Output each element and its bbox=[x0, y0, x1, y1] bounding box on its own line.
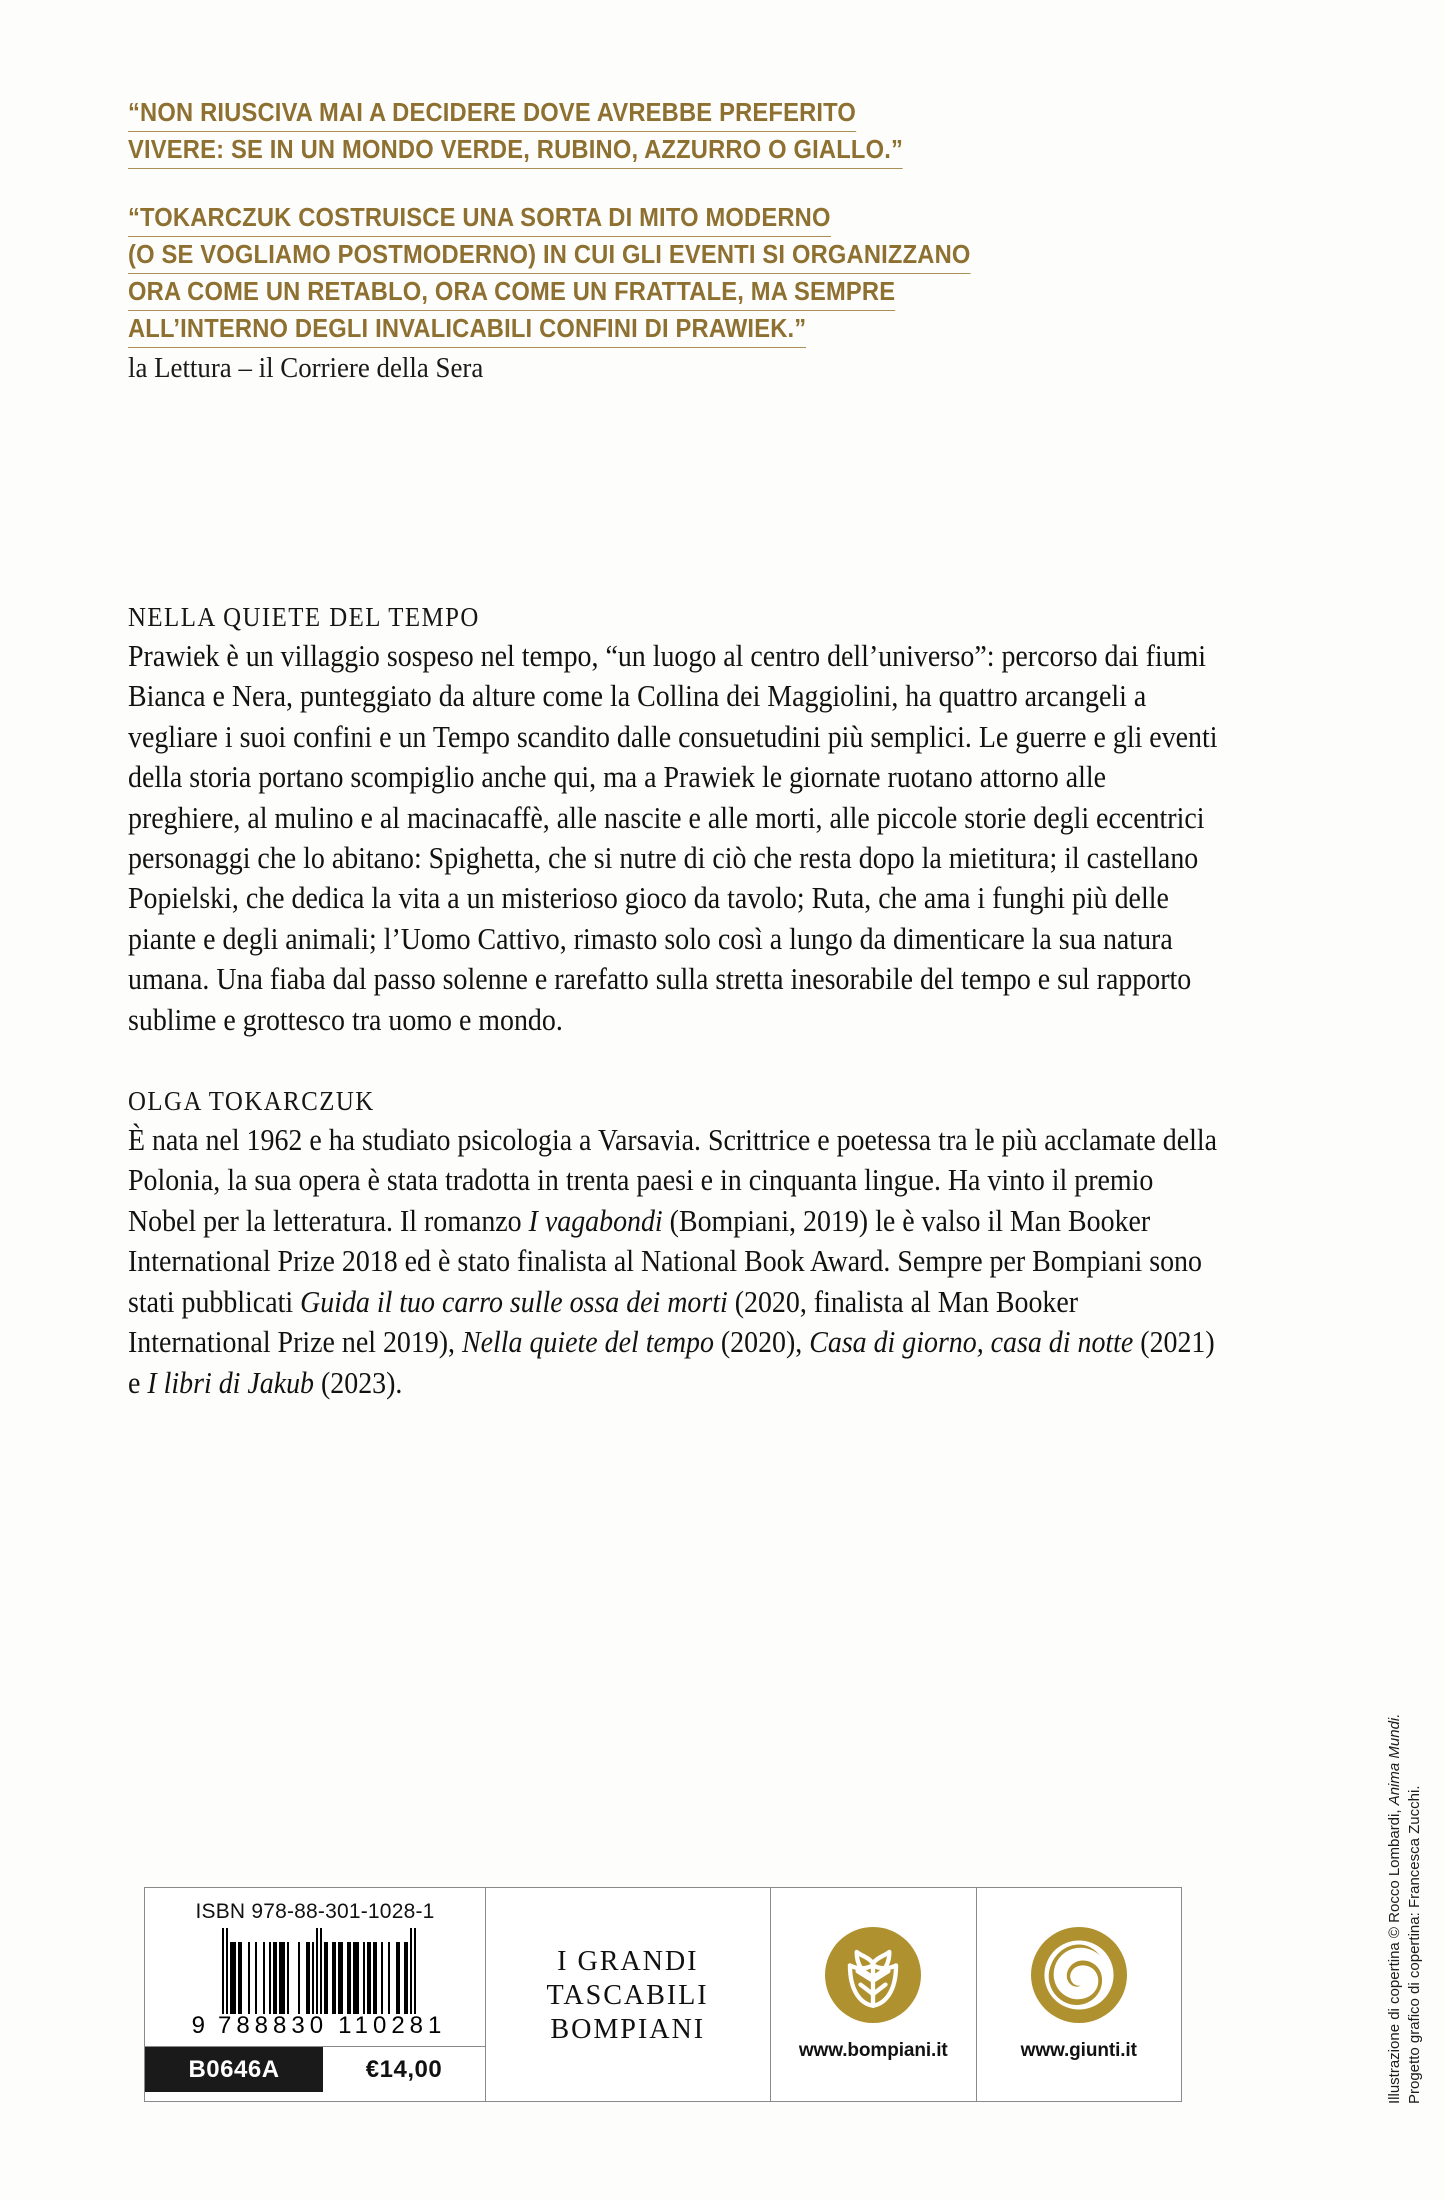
press-quotes-section bbox=[128, 96, 1208, 418]
cover-credits bbox=[1379, 1544, 1427, 2104]
barcode-digit-left: 9 bbox=[191, 2012, 207, 2039]
imprint-line-2: TASCABILI bbox=[546, 1978, 710, 2011]
quote-line: (O SE VOGLIAMO POSTMODERNO) IN CUI GLI EVENTI SI ORGANIZZANO bbox=[128, 238, 971, 274]
quote-line: “NON RIUSCIVA MAI A DECIDERE DOVE AVREBBE PREFERITO bbox=[128, 96, 856, 132]
credit-line-2: Progetto grafico di copertina: Francesca Zucchi. bbox=[1406, 1785, 1423, 2104]
quote-line: ORA COME UN RETABLO, ORA COME UN FRATTALE, MA SEMPRE bbox=[128, 275, 895, 311]
author-name: OLGA TOKARCZUK bbox=[128, 1086, 375, 1117]
blurb-title: NELLA QUIETE DEL TEMPO bbox=[128, 602, 480, 632]
quote-line: ALL’INTERNO DEGLI INVALICABILI CONFINI DI PRAWIEK.” bbox=[128, 312, 806, 348]
price-value: €14,00 bbox=[365, 2055, 443, 2083]
barcode-cell bbox=[145, 1888, 485, 2101]
quote-attribution: la Lettura – il Corriere della Sera bbox=[128, 353, 484, 384]
author-bio-section bbox=[128, 1084, 1223, 1403]
bompiani-logo-cell[interactable] bbox=[770, 1888, 976, 2101]
quote-line: VIVERE: SE IN UN MONDO VERDE, RUBINO, AZZURRO O GIALLO.” bbox=[128, 133, 903, 169]
imprint-cell bbox=[485, 1888, 770, 2101]
bompiani-logo-icon bbox=[825, 1927, 921, 2028]
blurb-body: Prawiek è un villaggio sospeso nel tempo, “un luogo al centro dell’universo”: percorso dai fiumi Bianca e Nera, punteggiato da alture come la Collina dei Maggiolini, ha quattro arcangeli a vegliare i suoi confini e un Tempo scandito dalle consuetudini più semplici. Le guerre e gli eventi della storia portano scompiglio anche qui, ma a Prawiek le giornate ruotano attorno alle preghiere, al mulino e al macinacaffè, alle nascite e alle morti, alle piccole storie degli eccentrici personaggi che lo abitano: Spighetta, che si nutre di ciò che resta dopo la mietitura; il castellano Popielski, che dedica la vita a un misterioso gioco da tavolo; Ruta, che ama i funghi più delle piante e degli animali; l’Uomo Cattivo, rimasto solo così a lungo da dimenticare la sua natura umana. Una fiaba dal passo solenne e rarefatto sulla stretta inesorabile del tempo e sul rapporto sublime e grottesco tra uomo e mondo. bbox=[128, 639, 1218, 1037]
product-code: B0646A bbox=[145, 2047, 323, 2092]
bompiani-url[interactable]: www.bompiani.it bbox=[798, 2040, 948, 2061]
credit-illustration-title: Anima Mundi. bbox=[1386, 1713, 1403, 1806]
imprint-line-1: I GRANDI bbox=[557, 1944, 699, 1977]
author-bio-body: È nata nel 1962 e ha studiato psicologia a Varsavia. Scrittrice e poetessa tra le più acclamate della Polonia, la sua opera è stata tradotta in trenta paesi e in cinquanta lingue. Ha vinto il premio Nobel per la letteratura. Il romanzo I vagabondi (Bompiani, 2019) le è valso il Man Booker International Prize 2018 ed è stato finalista al National Book Award. Sempre per Bompiani sono stati pubblicati Guida il tuo carro sulle ossa dei morti (2020, finalista al Man Booker International Prize nel 2019), Nella quiete del tempo (2020), Casa di giorno, casa di notte (2021) e I libri di Jakub (2023). bbox=[128, 1123, 1218, 1400]
giunti-logo-icon bbox=[1031, 1927, 1127, 2028]
imprint-line-3: BOMPIANI bbox=[550, 2012, 706, 2045]
giunti-url[interactable]: www.giunti.it bbox=[1020, 2040, 1137, 2061]
giunti-logo-cell[interactable] bbox=[976, 1888, 1182, 2101]
isbn-label: ISBN 978-88-301-1028-1 bbox=[195, 1900, 435, 1923]
barcode-digit-right: 110281 bbox=[338, 2012, 447, 2039]
blurb-section bbox=[128, 600, 1223, 1403]
bottom-info-strip bbox=[144, 1887, 1182, 2102]
barcode-digit-mid: 788830 bbox=[217, 2012, 329, 2039]
price-row bbox=[145, 2046, 485, 2092]
cover-credits-text bbox=[1385, 1544, 1425, 2104]
press-quote-1 bbox=[128, 96, 1208, 169]
credit-illustration-prefix: Illustrazione di copertina © Rocco Lombardi, bbox=[1386, 1805, 1403, 2104]
credit-line-1 bbox=[1385, 1544, 1405, 2104]
ean13-barcode bbox=[222, 1928, 416, 2014]
press-quote-2 bbox=[128, 201, 1208, 386]
barcode-digits bbox=[192, 2012, 447, 2040]
quote-line: “TOKARCZUK COSTRUISCE UNA SORTA DI MITO MODERNO bbox=[128, 201, 831, 237]
